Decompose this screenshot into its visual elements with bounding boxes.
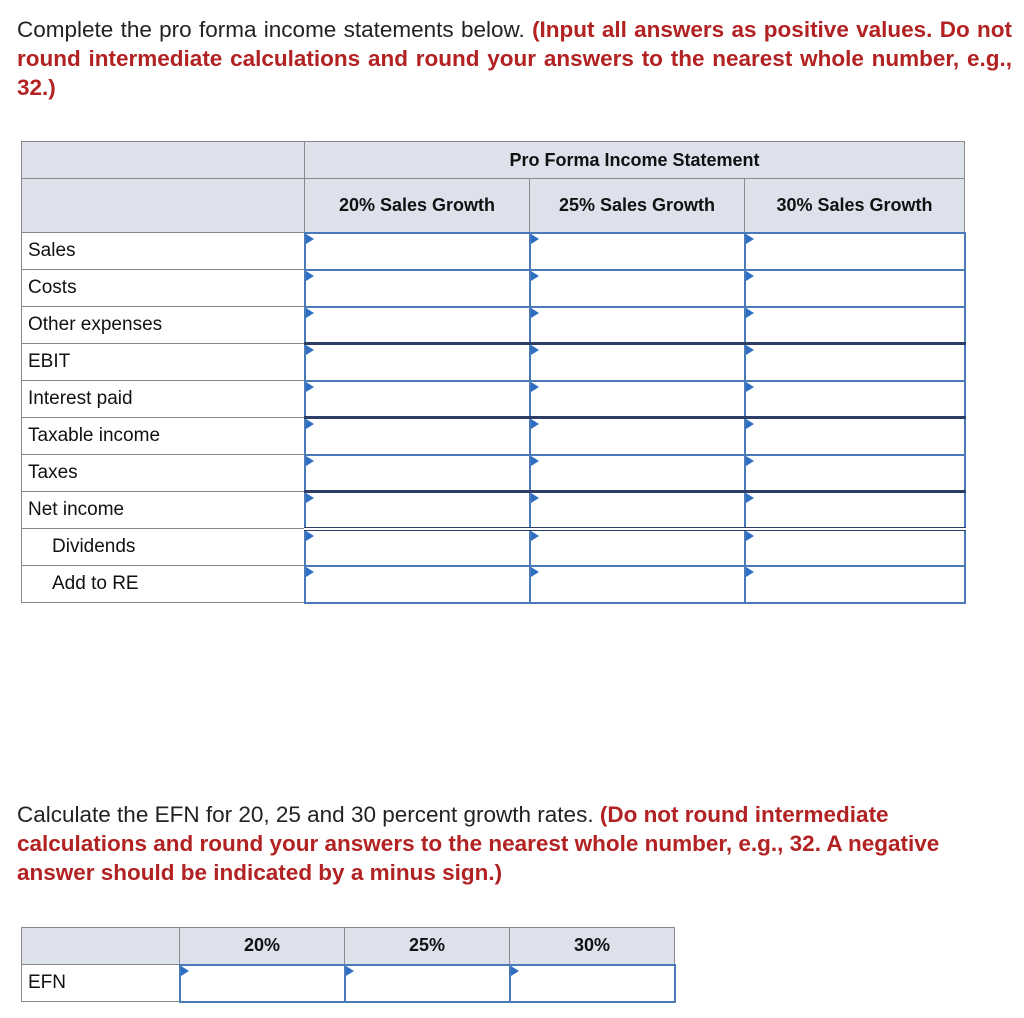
proforma-header-blank [22, 142, 305, 179]
column-header-20: 20% Sales Growth [305, 179, 530, 233]
column-header-30: 30% Sales Growth [745, 179, 965, 233]
row-taxable-income [22, 418, 965, 455]
input-marker-icon [306, 271, 314, 281]
efn-header-blank [22, 928, 180, 965]
row-net-income [22, 492, 965, 529]
sales-25-cell[interactable] [530, 233, 745, 270]
input-marker-icon [746, 531, 754, 541]
input-marker-icon [181, 966, 189, 976]
costs-25-input[interactable] [531, 278, 744, 299]
net-income-20-cell[interactable] [305, 492, 530, 529]
efn-25-cell[interactable] [345, 965, 510, 1002]
proforma-table [21, 141, 966, 604]
net-income-25-cell[interactable] [530, 492, 745, 529]
efn-column-20: 20% [180, 928, 345, 965]
taxes-20-cell[interactable] [305, 455, 530, 492]
input-marker-icon [306, 456, 314, 466]
other-expenses-20-input[interactable] [306, 314, 529, 335]
taxable-income-30-input[interactable] [746, 426, 964, 447]
costs-20-cell[interactable] [305, 270, 530, 307]
dividends-20-input[interactable] [306, 537, 529, 558]
proforma-title: Pro Forma Income Statement [305, 142, 965, 179]
input-marker-icon [746, 234, 754, 244]
net-income-25-input[interactable] [531, 499, 744, 520]
sales-30-input[interactable] [746, 241, 964, 262]
input-marker-icon [531, 234, 539, 244]
column-header-25: 25% Sales Growth [530, 179, 745, 233]
costs-30-input[interactable] [746, 278, 964, 299]
instructions-efn [17, 800, 1012, 887]
efn-column-30: 30% [510, 928, 675, 965]
efn-30-cell[interactable] [510, 965, 675, 1002]
row-ebit [22, 344, 965, 381]
add-to-re-25-cell[interactable] [530, 566, 745, 603]
add-to-re-20-cell[interactable] [305, 566, 530, 603]
taxes-25-cell[interactable] [530, 455, 745, 492]
other-expenses-25-cell[interactable] [530, 307, 745, 344]
dividends-30-cell[interactable] [745, 529, 965, 566]
add-to-re-30-cell[interactable] [745, 566, 965, 603]
input-marker-icon [306, 493, 314, 503]
input-marker-icon [531, 567, 539, 577]
input-marker-icon [746, 382, 754, 392]
input-marker-icon [531, 345, 539, 355]
input-marker-icon [531, 531, 539, 541]
net-income-30-input[interactable] [746, 499, 964, 520]
input-marker-icon [746, 419, 754, 429]
input-marker-icon [746, 493, 754, 503]
ebit-25-cell[interactable] [530, 344, 745, 381]
taxable-income-25-cell[interactable] [530, 418, 745, 455]
taxes-30-input[interactable] [746, 462, 964, 483]
add-to-re-25-input[interactable] [531, 574, 744, 595]
row-label-taxes: Taxes [22, 455, 305, 492]
sales-20-input[interactable] [306, 241, 529, 262]
costs-30-cell[interactable] [745, 270, 965, 307]
row-dividends [22, 529, 965, 566]
ebit-30-cell[interactable] [745, 344, 965, 381]
input-marker-icon [746, 271, 754, 281]
efn-column-25: 25% [345, 928, 510, 965]
costs-20-input[interactable] [306, 278, 529, 299]
add-to-re-20-input[interactable] [306, 574, 529, 595]
row-efn [22, 965, 675, 1002]
interest-paid-25-cell[interactable] [530, 381, 745, 418]
dividends-30-input[interactable] [746, 537, 964, 558]
input-marker-icon [306, 382, 314, 392]
row-label-add-to-re: Add to RE [22, 566, 305, 603]
interest-paid-20-cell[interactable] [305, 381, 530, 418]
interest-paid-25-input[interactable] [531, 388, 744, 409]
input-marker-icon [346, 966, 354, 976]
net-income-30-cell[interactable] [745, 492, 965, 529]
row-sales [22, 233, 965, 270]
ebit-20-input[interactable] [306, 352, 529, 373]
efn-20-cell[interactable] [180, 965, 345, 1002]
efn-20-input[interactable] [181, 973, 344, 994]
input-marker-icon [306, 234, 314, 244]
row-add-to-re [22, 566, 965, 603]
proforma-header-blank-2 [22, 179, 305, 233]
instructions-efn-note: (Do not round intermediate calculations and round your answers to the nearest whole number, e.g., 32. A negative answer should be indicated by a minus sign.) [17, 802, 940, 885]
sales-20-cell[interactable] [305, 233, 530, 270]
row-label-dividends: Dividends [22, 529, 305, 566]
row-label-taxable-income: Taxable income [22, 418, 305, 455]
input-marker-icon [531, 419, 539, 429]
input-marker-icon [531, 271, 539, 281]
instructions-top-note: (Input all answers as positive values. Do not round intermediate calculations and round your answers to the nearest whole number, e.g., 32.) [17, 17, 1012, 100]
row-label-net-income: Net income [22, 492, 305, 529]
sales-30-cell[interactable] [745, 233, 965, 270]
taxable-income-25-input[interactable] [531, 426, 744, 447]
efn-30-input[interactable] [511, 973, 674, 994]
ebit-30-input[interactable] [746, 352, 964, 373]
input-marker-icon [531, 382, 539, 392]
input-marker-icon [306, 419, 314, 429]
row-label-interest-paid: Interest paid [22, 381, 305, 418]
taxable-income-20-input[interactable] [306, 426, 529, 447]
other-expenses-30-input[interactable] [746, 314, 964, 335]
row-label-ebit: EBIT [22, 344, 305, 381]
input-marker-icon [306, 345, 314, 355]
instructions-top [17, 15, 1012, 102]
taxes-25-input[interactable] [531, 462, 744, 483]
row-label-costs: Costs [22, 270, 305, 307]
costs-25-cell[interactable] [530, 270, 745, 307]
input-marker-icon [746, 456, 754, 466]
ebit-20-cell[interactable] [305, 344, 530, 381]
other-expenses-30-cell[interactable] [745, 307, 965, 344]
taxes-20-input[interactable] [306, 462, 529, 483]
taxable-income-20-cell[interactable] [305, 418, 530, 455]
dividends-25-cell[interactable] [530, 529, 745, 566]
row-costs [22, 270, 965, 307]
input-marker-icon [531, 456, 539, 466]
row-label-efn: EFN [22, 965, 180, 1002]
interest-paid-30-input[interactable] [746, 388, 964, 409]
input-marker-icon [511, 966, 519, 976]
dividends-20-cell[interactable] [305, 529, 530, 566]
other-expenses-20-cell[interactable] [305, 307, 530, 344]
efn-table [21, 927, 676, 1003]
input-marker-icon [531, 493, 539, 503]
taxes-30-cell[interactable] [745, 455, 965, 492]
add-to-re-30-input[interactable] [746, 574, 964, 595]
interest-paid-30-cell[interactable] [745, 381, 965, 418]
net-income-20-input[interactable] [306, 499, 529, 520]
row-other-expenses [22, 307, 965, 344]
row-label-other-expenses: Other expenses [22, 307, 305, 344]
row-label-sales: Sales [22, 233, 305, 270]
input-marker-icon [531, 308, 539, 318]
instructions-top-text: Complete the pro forma income statements below. [17, 17, 533, 42]
dividends-25-input[interactable] [531, 537, 744, 558]
input-marker-icon [306, 308, 314, 318]
taxable-income-30-cell[interactable] [745, 418, 965, 455]
other-expenses-25-input[interactable] [531, 314, 744, 335]
interest-paid-20-input[interactable] [306, 388, 529, 409]
sales-25-input[interactable] [531, 241, 744, 262]
ebit-25-input[interactable] [531, 352, 744, 373]
input-marker-icon [746, 567, 754, 577]
row-taxes [22, 455, 965, 492]
row-interest-paid [22, 381, 965, 418]
instructions-efn-text: Calculate the EFN for 20, 25 and 30 percent growth rates. [17, 802, 600, 827]
efn-25-input[interactable] [346, 973, 509, 994]
input-marker-icon [306, 567, 314, 577]
input-marker-icon [306, 531, 314, 541]
input-marker-icon [746, 308, 754, 318]
input-marker-icon [746, 345, 754, 355]
